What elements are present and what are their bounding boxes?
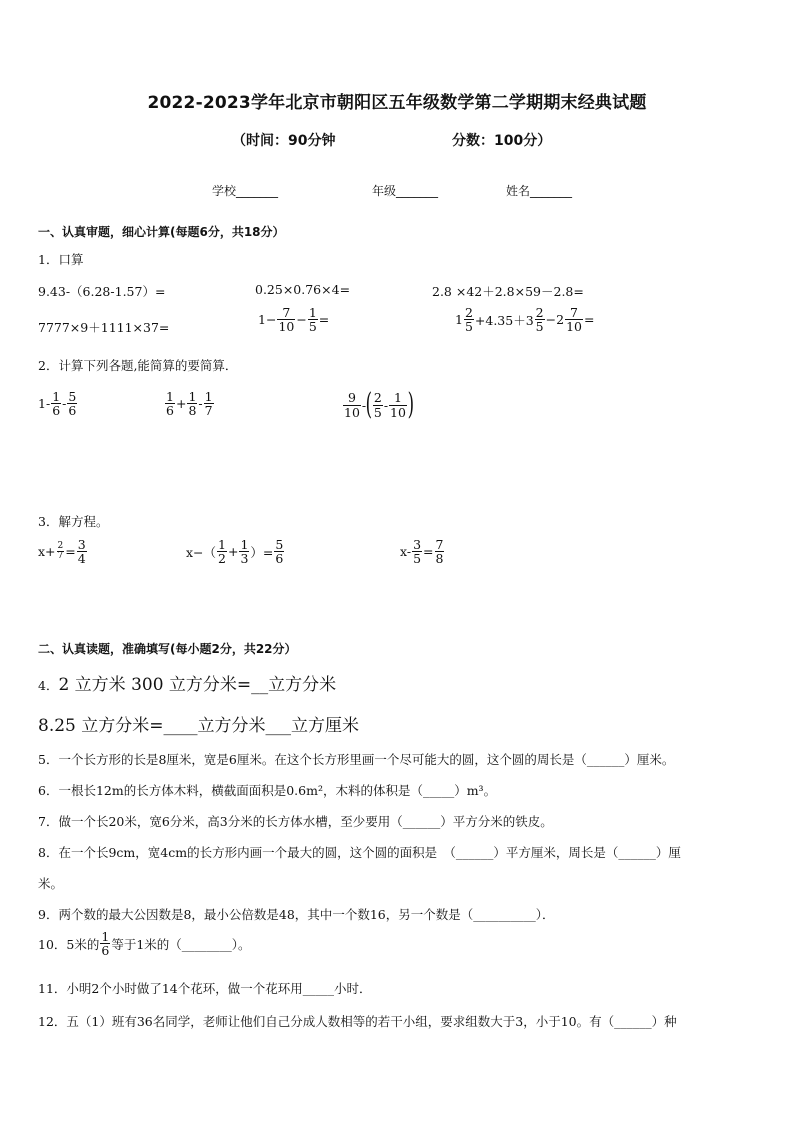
q10: 10．5米的 $\frac{1}{6}$ 等于1米的（________）。 [38,929,251,959]
q3-a: x+ $\frac{2}{7}$ = $\frac{3}{4}$ [38,537,86,567]
q2-b: $\frac{1}{6}$ + $\frac{1}{8}$ - $\frac{1}{7}$ [166,389,213,419]
q1-c: 2.8 ×42＋2.8×59－2.8= [432,284,584,299]
grade-field: 年级_______ [372,184,439,198]
q3-label: 3．解方程。 [38,514,109,529]
section1-header: 一、认真审题，细心计算(每题6分，共18分） [38,225,285,239]
q1-e: 1− $\frac{7}{10}$ − $\frac{1}{5}$ = [258,305,330,335]
q2-c: $\frac{9}{10}$ - ( $\frac{2}{5}$ - $\frac{1}{10}$ ) [344,387,415,422]
time-label: （时间：90分钟 [232,133,336,149]
q3-b: x−（ $\frac{1}{2}$ + $\frac{1}{3}$ ）= $\frac{5}{6}$ [186,537,284,567]
q4-line2: 8.25 立方分米=____立方分米___立方厘米 [38,716,359,736]
q2-label: 2．计算下列各题,能简算的要简算． [38,358,238,373]
q6: 6．一根长12m的长方体木料，横截面面积是0.6m²，木料的体积是（_____）m³。 [38,783,497,798]
q11: 11．小明2个小时做了14个花环，做一个花环用_____小时． [38,981,372,996]
q9: 9．两个数的最大公因数是8，最小公倍数是48，其中一个数16，另一个数是（__________）． [38,907,555,922]
score-label: 分数：100分） [452,133,552,149]
page-title: 2022-2023学年北京市朝阳区五年级数学第二学期期末经典试题 [147,93,647,113]
name-field: 姓名_______ [506,184,573,198]
q1-f: 1 $\frac{2}{5}$ +4.35＋3 $\frac{2}{5}$ −2 $\frac{7}{10}$ = [455,305,595,335]
q1-d: 7777×9＋1111×37= [38,320,170,335]
q8: 8．在一个长9cm，宽4cm的长方形内画一个最大的圆，这个圆的面积是 （______）平方厘米，周长是（______）厘 [38,845,681,860]
q4: 4．2 立方米 300 立方分米=__立方分米 [38,675,337,695]
q12: 12．五（1）班有36名同学，老师让他们自己分成人数相等的若干小组，要求组数大于3，小于10。有（______）种 [38,1014,677,1029]
q1-b: 0.25×0.76×4= [255,282,351,297]
q3-c: x- $\frac{3}{5}$ = $\frac{7}{8}$ [400,537,444,567]
section2-header: 二、认真读题，准确填写(每小题2分，共22分） [38,642,297,656]
q5: 5．一个长方形的长是8厘米，宽是6厘米。在这个长方形里画一个尽可能大的圆，这个圆的周长是（______）厘米。 [38,752,675,767]
q8-line2: 米。 [38,876,64,891]
q7: 7．做一个长20米，宽6分米，高3分米的长方体水槽，至少要用（______）平方分米的铁皮。 [38,814,553,829]
q1-label: 1．口算 [38,252,84,267]
q2-a: 1- $\frac{1}{6}$ - $\frac{5}{6}$ [38,389,77,419]
school-field: 学校_______ [212,184,279,198]
q1-a: 9.43-（6.28-1.57）= [38,284,166,299]
